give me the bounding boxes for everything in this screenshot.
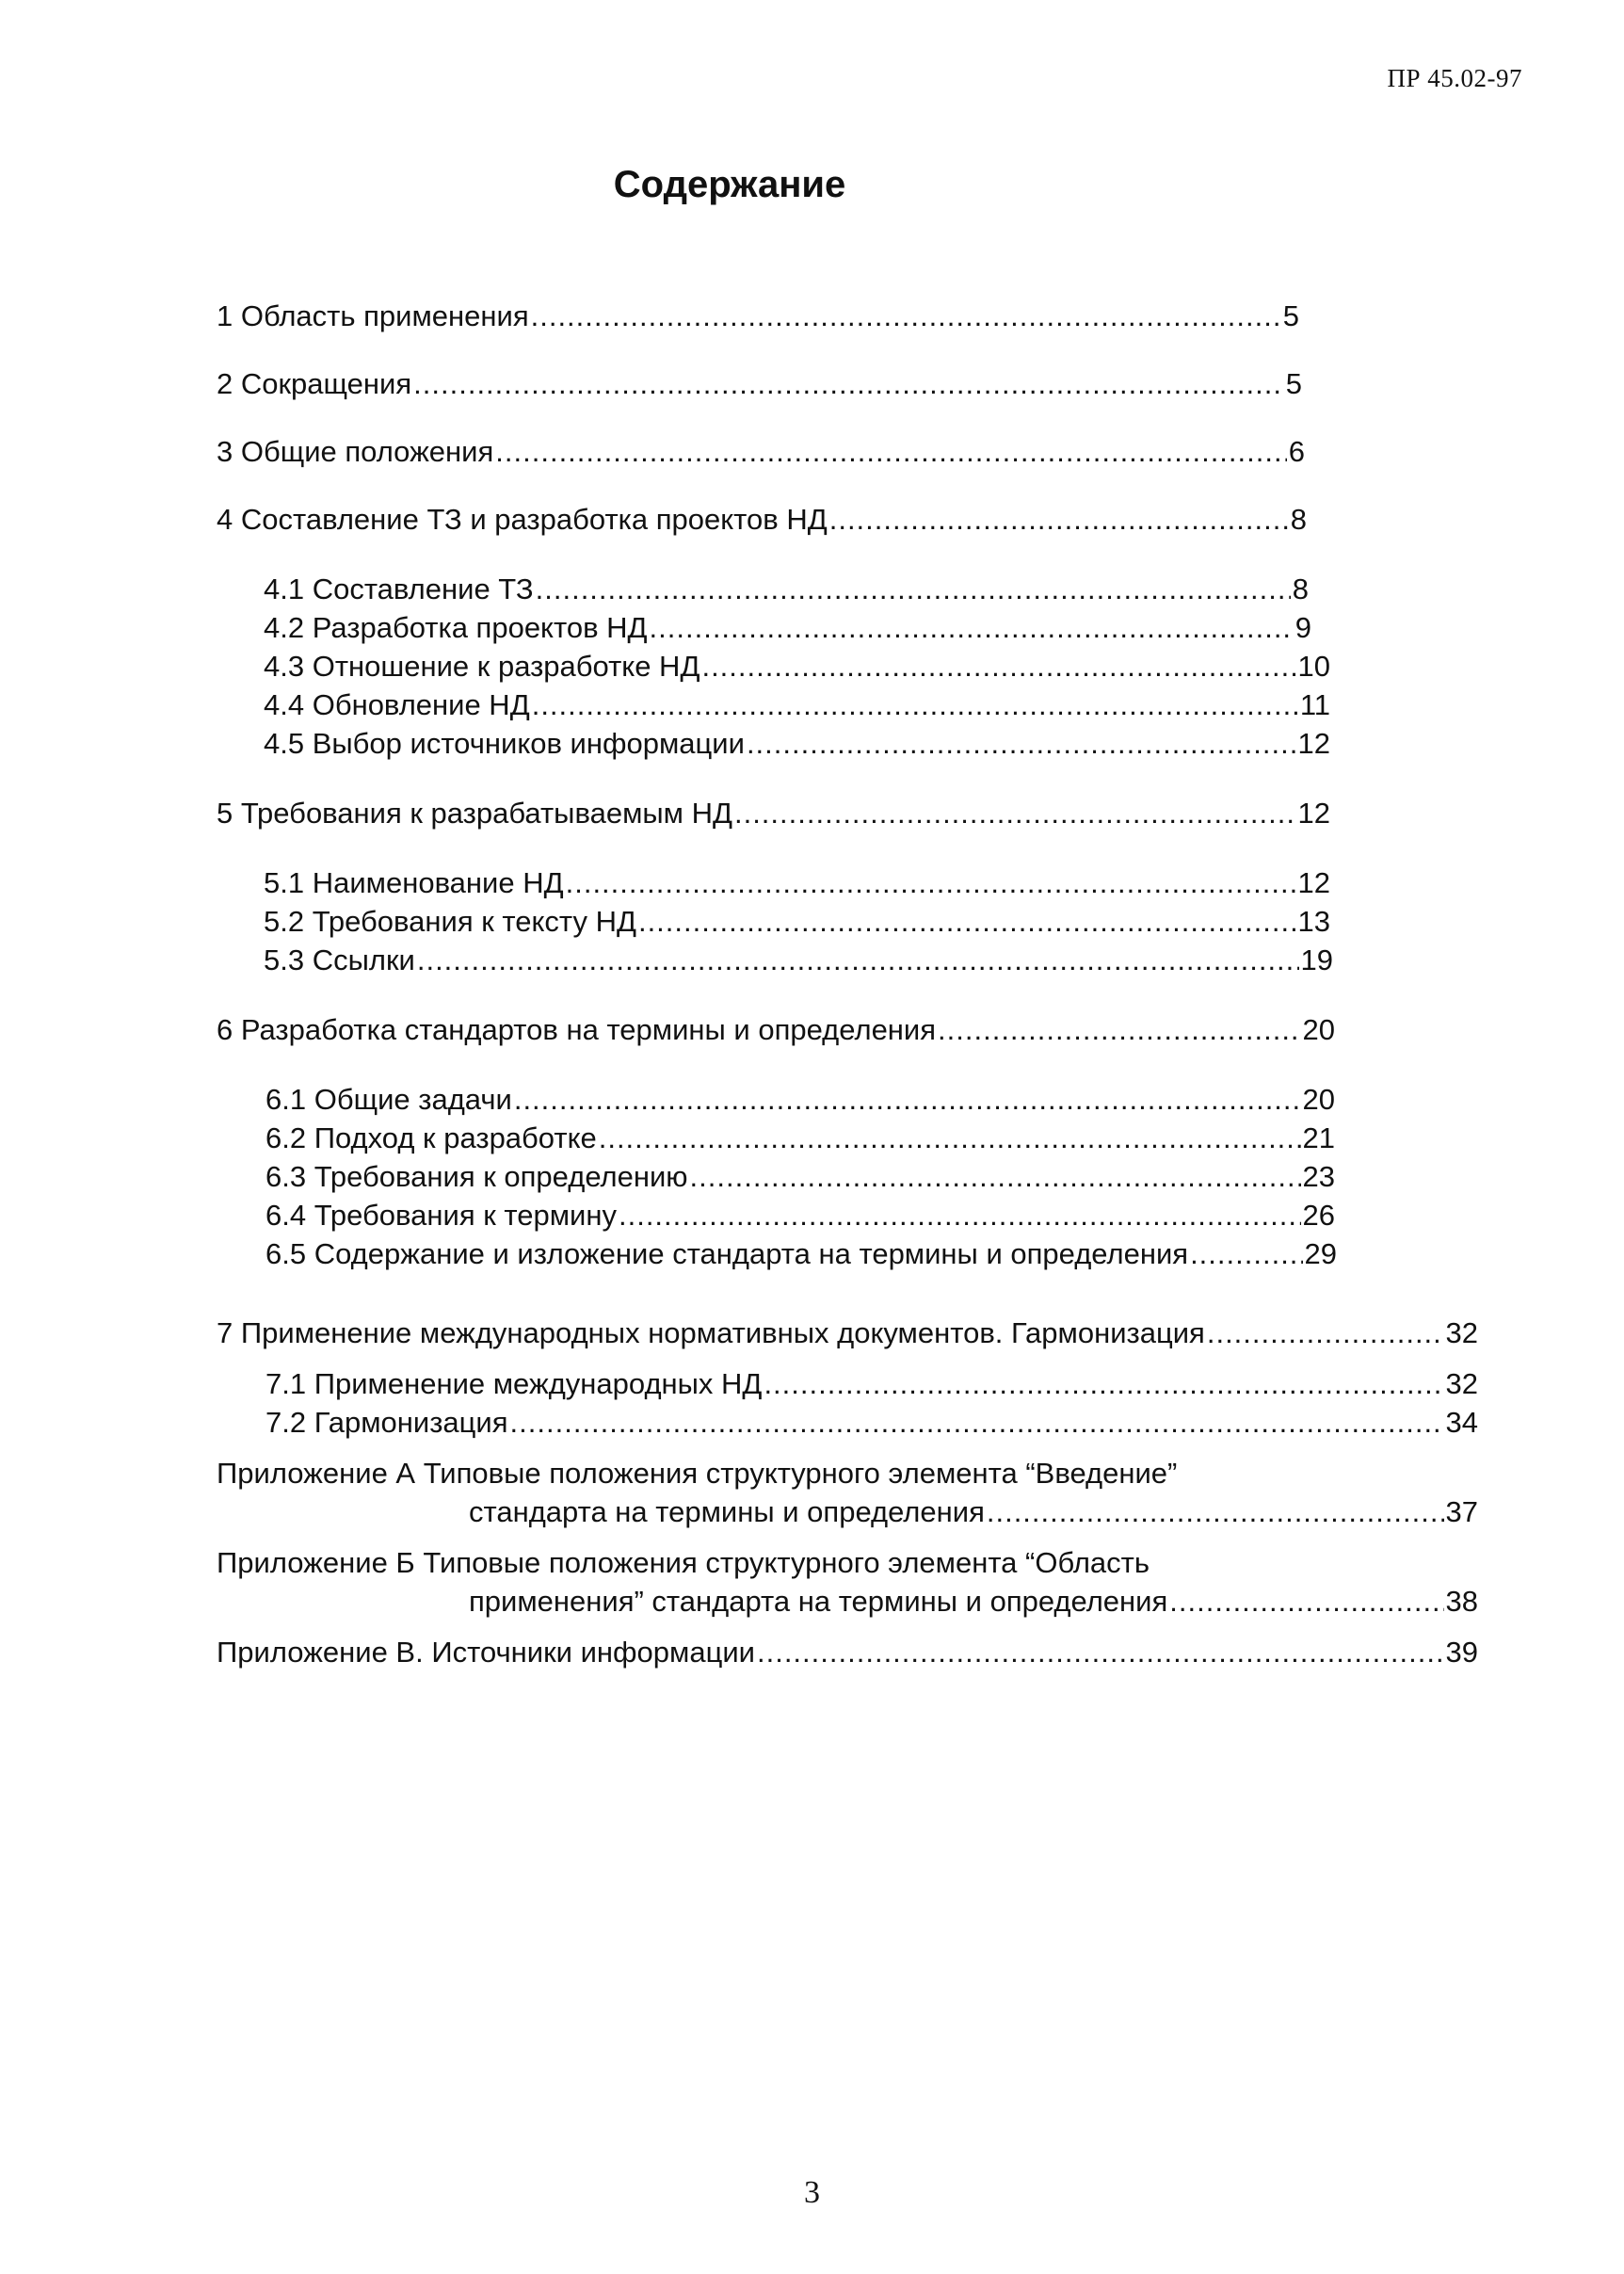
- dot-leader: [599, 1119, 1301, 1157]
- dot-leader: [531, 297, 1281, 335]
- dot-leader: [619, 1196, 1301, 1234]
- toc-title: Содержание: [613, 164, 846, 205]
- toc-entry-6-1: 6.1 Общие задачи ..... 20: [265, 1080, 1335, 1119]
- toc-entry-4-1: 4.1 Составление ТЗ ..... 8: [264, 570, 1309, 608]
- toc-entry-appendix-b: Приложение Б Типовые положения структурного элемента “Область применения” стандарта на термины и определения ..... 38: [217, 1543, 1478, 1621]
- toc-entry-5-2: 5.2 Требования к тексту НД ..... 13: [264, 902, 1330, 941]
- toc-entry-4-4: 4.4 Обновление НД ..... 11: [264, 685, 1330, 724]
- dot-leader: [747, 724, 1296, 763]
- dot-leader: [690, 1157, 1301, 1196]
- page-number: 3: [804, 2175, 820, 2210]
- dot-leader: [413, 364, 1284, 403]
- document-code: ПР 45.02-97: [1387, 64, 1522, 92]
- dot-leader: [566, 863, 1296, 902]
- toc-entry-2: 2 Сокращения ..... 5: [217, 364, 1302, 403]
- dot-leader: [536, 570, 1291, 608]
- dot-leader: [829, 500, 1289, 539]
- dot-leader: [701, 647, 1295, 685]
- dot-leader: [514, 1080, 1301, 1119]
- toc-entry-5: 5 Требования к разрабатываемым НД ..... 12: [217, 794, 1330, 832]
- dot-leader: [1207, 1314, 1444, 1352]
- dot-leader: [734, 794, 1296, 832]
- table-of-contents: [217, 297, 1497, 1671]
- toc-entry-1: 1 Область применения ..... 5: [217, 297, 1299, 335]
- toc-entry-3: 3 Общие положения ..... 6: [217, 432, 1305, 471]
- toc-entry-4: 4 Составление ТЗ и разработка проектов НД ..... 8: [217, 500, 1307, 539]
- toc-entry-appendix-v: Приложение В. Источники информации ..... 39: [217, 1633, 1478, 1671]
- dot-leader: [650, 608, 1294, 647]
- dot-leader: [638, 902, 1296, 941]
- toc-entry-6-2: 6.2 Подход к разработке ..... 21: [265, 1119, 1335, 1157]
- dot-leader: [987, 1492, 1444, 1531]
- toc-entry-6-5: 6.5 Содержание и изложение стандарта на термины и определения ..... 29: [265, 1234, 1337, 1273]
- dot-leader: [495, 432, 1286, 471]
- dot-leader: [417, 941, 1299, 979]
- dot-leader: [757, 1633, 1444, 1671]
- dot-leader: [938, 1010, 1300, 1049]
- toc-entry-7: 7 Применение международных нормативных документов. Гармонизация ..... 32: [217, 1314, 1478, 1352]
- dot-leader: [510, 1403, 1444, 1442]
- toc-entry-4-3: 4.3 Отношение к разработке НД ..... 10: [264, 647, 1330, 685]
- toc-entry-appendix-a: Приложение А Типовые положения структурного элемента “Введение” стандарта на термины и определения ..... 37: [217, 1454, 1478, 1531]
- dot-leader: [1169, 1582, 1443, 1621]
- toc-entry-4-5: 4.5 Выбор источников информации ..... 12: [264, 724, 1330, 763]
- toc-entry-4-2: 4.2 Разработка проектов НД ..... 9: [264, 608, 1311, 647]
- dot-leader: [532, 685, 1298, 724]
- dot-leader: [1190, 1234, 1302, 1273]
- toc-entry-7-2: 7.2 Гармонизация ..... 34: [265, 1403, 1478, 1442]
- dot-leader: [764, 1364, 1443, 1403]
- toc-entry-5-1: 5.1 Наименование НД ..... 12: [264, 863, 1330, 902]
- toc-entry-6: 6 Разработка стандартов на термины и определения ..... 20: [217, 1010, 1335, 1049]
- toc-entry-6-3: 6.3 Требования к определению ..... 23: [265, 1157, 1335, 1196]
- toc-entry-5-3: 5.3 Ссылки ..... 19: [264, 941, 1333, 979]
- toc-entry-7-1: 7.1 Применение международных НД ..... 32: [265, 1364, 1478, 1403]
- toc-entry-6-4: 6.4 Требования к термину ..... 26: [265, 1196, 1335, 1234]
